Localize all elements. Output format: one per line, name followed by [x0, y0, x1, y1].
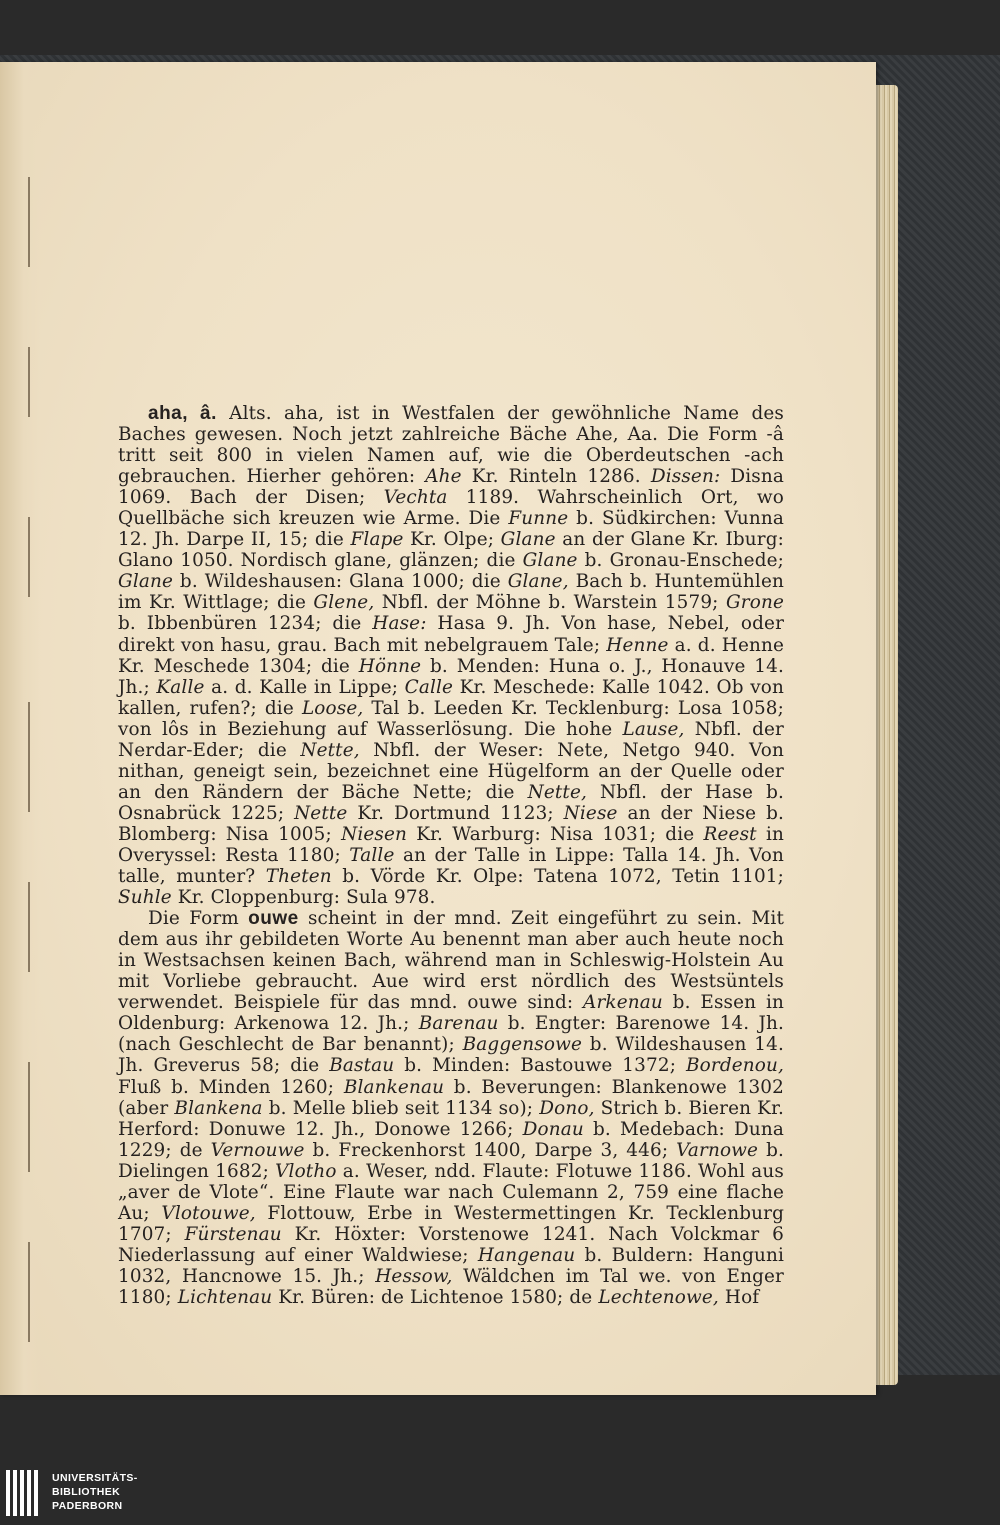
- page-gutter: [0, 62, 40, 1395]
- text-run: 1189. Wahrscheinlich Ort, wo Quellbäche sich kreuzen wie Arme. Die: [118, 487, 784, 530]
- text-run: a. d. Kalle in Lippe;: [204, 676, 405, 698]
- place-name: Hangenau: [477, 1244, 576, 1266]
- ouwe-runs: [118, 908, 784, 1308]
- text-run: Strich b. Bieren Kr. Herford: Donuwe 12. Jh., Donowe 1266;: [118, 1097, 784, 1140]
- place-name: Flape: [350, 529, 404, 551]
- logo-line-3: PADERBORN: [52, 1500, 123, 1512]
- place-name: Nette: [294, 802, 348, 824]
- place-name: Kalle: [156, 676, 205, 698]
- place-name: Glene,: [313, 592, 375, 614]
- text-run: b. Medebach: Duna 1229; de: [118, 1118, 784, 1161]
- place-name: Ahe: [425, 466, 462, 488]
- place-name: Lause,: [622, 718, 685, 740]
- place-name: Vechta: [383, 487, 448, 509]
- keyword: ouwe: [248, 908, 299, 930]
- text-run: b. Essen in Oldenburg: Arkenowa 12. Jh.;: [118, 992, 785, 1035]
- place-name: Dono,: [539, 1097, 595, 1119]
- text-run: b. Beverungen: Blankenowe 1302 (aber: [118, 1076, 784, 1119]
- text-run: Nbfl. der Hase b. Osnabrück 1225;: [118, 781, 785, 824]
- place-name: Niesen: [341, 823, 408, 845]
- text-run: b. Südkirchen: Vunna 12. Jh. Darpe II, 15; die: [118, 508, 784, 551]
- place-name: Vlotouwe,: [161, 1202, 256, 1224]
- logo-line-1: UNIVERSITÄTS-: [52, 1472, 138, 1484]
- place-name: Suhle: [118, 887, 172, 909]
- place-name: Blankena: [174, 1097, 263, 1119]
- text-run: an der Glane Kr. Iburg: Glano 1050. Nordisch glane, glänzen; die: [118, 529, 784, 572]
- text-run: b. Freckenhorst 1400, Darpe 3, 446;: [304, 1139, 677, 1161]
- text-run: Kr. Rinteln 1286.: [461, 466, 651, 488]
- text-run: Alts. aha, ist in Westfalen der gewöhnliche Name des Baches gewesen. Noch jetzt zahlreiche Bäche Ahe, Aa. Die Form -â tritt seit 800 in vielen Namen auf, wie die Oberdeutschen -ach gebrauchen. Hierher gehören:: [118, 403, 784, 488]
- binding-stitch: [28, 177, 30, 267]
- place-name: Theten: [265, 866, 332, 888]
- place-name: Glane,: [507, 571, 569, 593]
- text-run: b. Menden: Huna o. J., Honauve 14. Jh.;: [118, 655, 785, 698]
- text-run: b. Melle blieb seit 1134 so);: [262, 1097, 540, 1119]
- place-name: Vlotho: [275, 1160, 337, 1182]
- ouwe-paragraph: [118, 908, 784, 1308]
- place-name: Bordenou,: [686, 1055, 784, 1077]
- entry-paragraph: [118, 403, 784, 908]
- text-run: b. Dielingen 1682;: [118, 1139, 784, 1182]
- place-name: Niese: [563, 802, 618, 824]
- place-name: Hessow,: [375, 1265, 453, 1287]
- place-name: Dissen:: [650, 466, 721, 488]
- place-name: Baggensowe: [462, 1034, 583, 1056]
- place-name: Arkenau: [583, 992, 663, 1014]
- binding-stitch: [28, 702, 30, 812]
- text-run: Kr. Olpe;: [403, 529, 501, 551]
- text-run: a. Weser, ndd. Flaute: Flotuwe 1186. Wohl aus „aver de Vlote“. Eine Flaute war nach Culemann 2, 759 eine flache Au;: [118, 1160, 784, 1224]
- text-run: a. d. Henne Kr. Meschede 1304; die: [118, 634, 785, 677]
- place-name: Glane: [118, 571, 174, 593]
- binding-stitch: [28, 347, 30, 417]
- place-name: Reest: [703, 823, 757, 845]
- text-run: Wäldchen im Tal we. von Enger 1180;: [118, 1265, 784, 1308]
- place-name: Glane: [522, 550, 578, 572]
- text-run: Nbfl. der Nerdar-Eder; die: [118, 718, 784, 761]
- text-run: an der Niese b. Blomberg: Nisa 1005;: [118, 802, 784, 845]
- place-name: Vernouwe: [210, 1139, 305, 1161]
- place-name: Glane: [500, 529, 556, 551]
- place-name: Hönne: [358, 655, 422, 677]
- entry-runs: [118, 403, 784, 908]
- text-run: Nbfl. der Weser: Nete, Netgo 940. Von nithan, geneigt sein, bezeichnet eine Hügelform an der Quelle oder an den Rändern der Bäche Nette; die: [118, 739, 784, 803]
- text-run: Hof: [718, 1286, 760, 1308]
- text-run: b. Wildeshausen 14. Jh. Greverus 58; die: [118, 1034, 784, 1077]
- book-page: [0, 62, 876, 1395]
- text-run: Hasa 9. Jh. Von hase, Nebel, oder direkt von hasu, grau. Bach mit nebelgrauem Tale;: [118, 613, 785, 656]
- text-run: Kr. Büren: de Lichtenoe 1580; de: [272, 1286, 599, 1308]
- place-name: Loose,: [301, 697, 364, 719]
- place-name: Funne: [508, 508, 569, 530]
- text-run: Die Form: [148, 908, 249, 930]
- text-run: b. Gronau-Enschede;: [577, 550, 784, 572]
- library-logo-icon: [4, 1470, 44, 1516]
- text-run: Disna 1069. Bach der Disen;: [118, 466, 784, 509]
- body-text: [118, 403, 784, 1308]
- place-name: Hase:: [372, 613, 427, 635]
- library-logo: [0, 1460, 200, 1525]
- text-run: Nbfl. der Möhne b. Warstein 1579;: [374, 592, 726, 614]
- place-name: Donau: [522, 1118, 584, 1140]
- text-run: b. Wildeshausen: Glana 1000; die: [173, 571, 508, 593]
- text-run: b. Vörde Kr. Olpe: Tatena 1072, Tetin 1101;: [331, 866, 784, 888]
- place-name: Bastau: [329, 1055, 395, 1077]
- place-name: Talle: [349, 844, 395, 866]
- text-run: Kr. Dortmund 1123;: [347, 802, 564, 824]
- binding-stitch: [28, 1062, 30, 1172]
- text-run: Flottouw, Erbe in Westermettingen Kr. Tecklenburg 1707;: [118, 1202, 784, 1245]
- binding-stitch: [28, 517, 30, 597]
- text-run: Kr. Höxter: Vorstenowe 1241. Nach Volckmar 6 Niederlassung auf einer Waldwiese;: [118, 1223, 784, 1266]
- place-name: Henne: [606, 634, 669, 656]
- text-run: Fluß b. Minden 1260;: [118, 1076, 344, 1098]
- text-run: b. Buldern: Hanguni 1032, Hancnowe 15. Jh.;: [118, 1244, 785, 1287]
- place-name: Nette,: [527, 781, 587, 803]
- text-run: Tal b. Leeden Kr. Tecklenburg: Losa 1058; von lôs in Beziehung auf Wasserlösung. Die hohe: [118, 697, 784, 740]
- place-name: Barenau: [418, 1013, 499, 1035]
- text-run: b. Minden: Bastouwe 1372;: [394, 1055, 686, 1077]
- place-name: Varnowe: [676, 1139, 759, 1161]
- text-run: Kr. Warburg: Nisa 1031; die: [407, 823, 704, 845]
- logo-line-2: BIBLIOTHEK: [52, 1486, 121, 1498]
- text-run: b. Ibbenbüren 1234; die: [118, 613, 373, 635]
- binding-stitch: [28, 882, 30, 972]
- binding-stitch: [28, 1242, 30, 1342]
- place-name: Calle: [404, 676, 454, 698]
- place-name: Nette,: [300, 739, 360, 761]
- text-run: Kr. Meschede: Kalle 1042. Ob von kallen, rufen?; die: [118, 676, 784, 719]
- place-name: Lechtenowe,: [598, 1286, 719, 1308]
- text-run: b. Engter: Barenowe 14. Jh. (nach Geschlecht de Bar benannt);: [118, 1013, 784, 1056]
- place-name: Grone: [725, 592, 784, 614]
- text-run: Kr. Cloppenburg: Sula 978.: [171, 887, 436, 909]
- text-run: Bach b. Huntemühlen im Kr. Wittlage; die: [118, 571, 784, 614]
- text-run: an der Talle in Lippe: Talla 14. Jh. Von talle, munter?: [118, 844, 784, 888]
- headword: aha, â.: [148, 403, 217, 424]
- place-name: Fürstenau: [184, 1223, 282, 1245]
- place-name: Blankenau: [343, 1076, 445, 1098]
- place-name: Lichtenau: [177, 1286, 273, 1308]
- text-run: scheint in der mnd. Zeit eingeführt zu sein. Mit dem aus ihr gebildeten Worte Au benennt man aber auch heute noch in Westsachsen keinen Bach, während man in Schleswig-Holstein Au mit Vorliebe gebraucht. Aue wird erst nördlich des Westsüntels verwendet. Beispiele für das mnd. ouwe sind:: [118, 908, 785, 1014]
- text-run: in Overyssel: Resta 1180;: [118, 823, 784, 866]
